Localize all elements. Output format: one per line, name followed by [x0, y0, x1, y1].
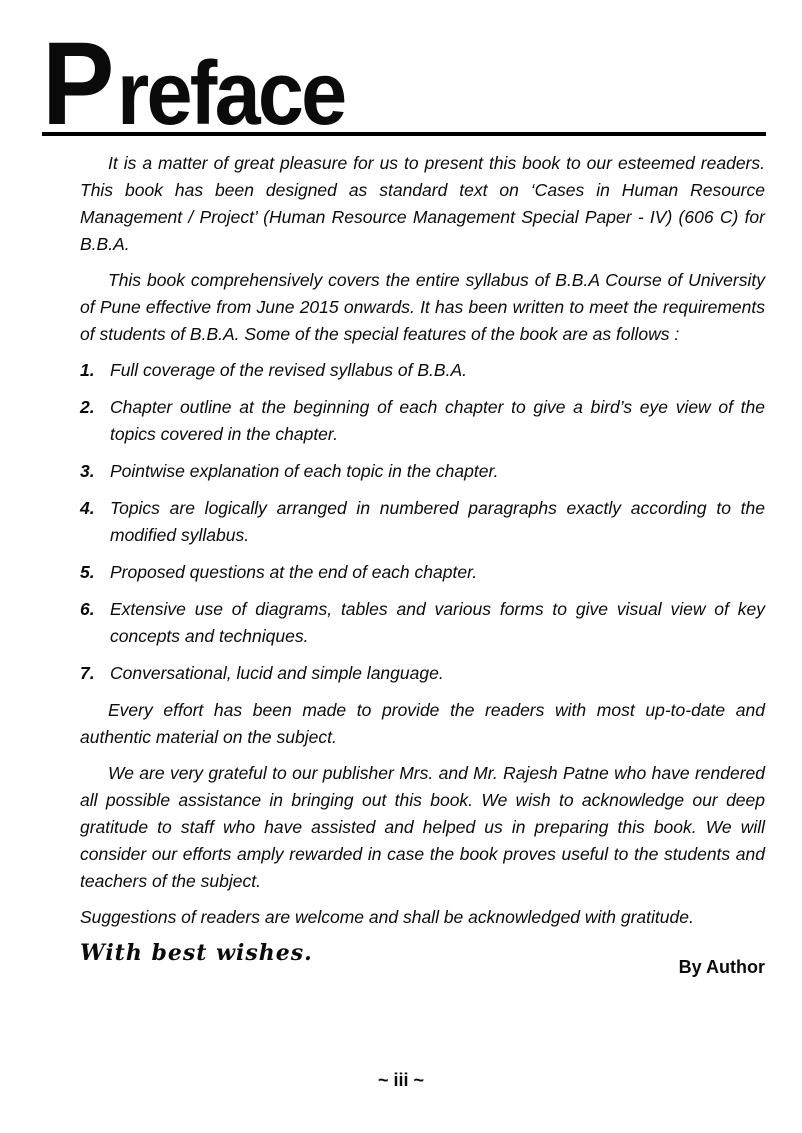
closing-paragraph-3: Suggestions of readers are welcome and shall be acknowledged with gratitude.	[80, 907, 694, 928]
item-text: Extensive use of diagrams, tables and various forms to give visual view of key concepts and techniques.	[110, 599, 765, 647]
page-number: ~ iii ~	[377, 1070, 425, 1090]
item-number: 5.	[80, 562, 95, 583]
list-item	[80, 660, 765, 687]
closing-paragraph-1: Every effort has been made to provide the readers with most up-to-date and authentic material on the subject.	[80, 700, 765, 748]
preface-body	[80, 150, 765, 981]
list-item	[80, 559, 765, 586]
list-item	[80, 394, 765, 448]
signoff-script: With best wishes.	[80, 940, 313, 967]
item-number: 1.	[80, 360, 95, 381]
intro-paragraph-1: It is a matter of great pleasure for us to present this book to our esteemed readers. This book has been designed as standard text on ‘Cases in Human Resource Management / Project’ (Human Resource Management Special Paper - IV) (606 C) for B.B.A.	[80, 153, 765, 255]
item-number: 3.	[80, 461, 95, 482]
list-item	[80, 458, 765, 485]
item-text: Pointwise explanation of each topic in the chapter.	[110, 461, 499, 482]
signoff-row	[80, 940, 765, 981]
list-item	[80, 495, 765, 549]
item-text: Topics are logically arranged in numbered paragraphs exactly according to the modified syllabus.	[110, 498, 765, 546]
intro-paragraph-2: This book comprehensively covers the entire syllabus of B.B.A Course of University of Pune effective from June 2015 onwards. It has been written to meet the requirements of students of B.B.A. Some of the special features of the book are as follows :	[80, 270, 765, 345]
list-item	[80, 357, 765, 384]
item-number: 4.	[80, 498, 95, 519]
item-text: Chapter outline at the beginning of each chapter to give a bird’s eye view of the topics covered in the chapter.	[110, 397, 765, 445]
item-number: 6.	[80, 599, 95, 620]
item-text: Conversational, lucid and simple language.	[110, 663, 444, 684]
closing-paragraph-2: We are very grateful to our publisher Mrs. and Mr. Rajesh Patne who have rendered all possible assistance in bringing out this book. We wish to acknowledge our deep gratitude to staff who have assisted and helped us in preparing this book. We will consider our efforts amply rewarded in case the book proves useful to the students and teachers of the subject.	[80, 763, 765, 892]
page-title	[42, 18, 766, 150]
item-number: 2.	[80, 397, 95, 418]
byline: By Author	[678, 957, 765, 978]
feature-list	[80, 357, 765, 687]
item-number: 7.	[80, 663, 95, 684]
title-initial-letter: P	[42, 18, 111, 150]
item-text: Proposed questions at the end of each chapter.	[110, 562, 478, 583]
item-text: Full coverage of the revised syllabus of B.B.A.	[110, 360, 467, 381]
list-item	[80, 596, 765, 650]
title-rest-text: reface	[116, 44, 345, 144]
